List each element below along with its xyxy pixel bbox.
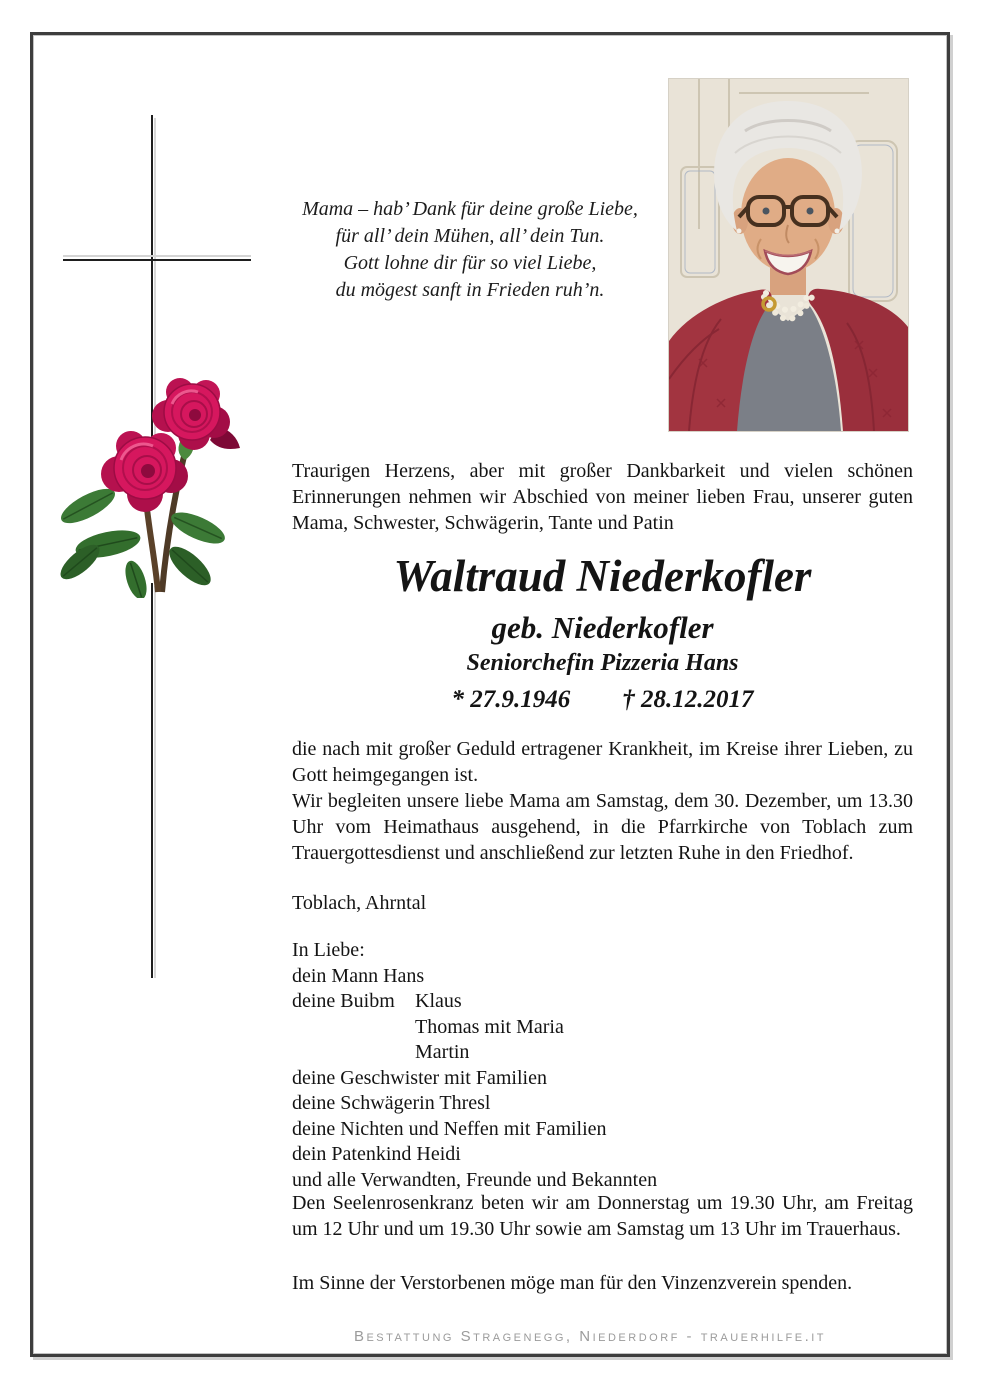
life-dates [292, 684, 913, 716]
roses-icon [50, 348, 240, 598]
funeral-paragraph: Wir begleiten unsere liebe Mama am Samstag, dem 30. Dezember, um 13.30 Uhr vom Heimathaus ausgehend, in die Pfarrkirche von Toblach zum Trauergottesdienst und anschließend zur letzten Ruhe in den Friedhof. [292, 790, 913, 864]
poem-line: für all’ dein Mühen, all’ dein Tun. [335, 225, 605, 247]
mourner-line: deine Schwägerin Thresl [292, 1092, 491, 1114]
poem-line: Gott lohne dir für so viel Liebe, [343, 252, 597, 274]
mourners-list [292, 938, 913, 1193]
deceased-role: Seniorchefin Pizzeria Hans [466, 650, 739, 676]
mourners-heading: In Liebe: [292, 939, 365, 961]
mourner-line: dein Patenkind Heidi [292, 1143, 461, 1165]
sons-row [292, 989, 913, 1015]
cross-icon-vertical-lower [151, 583, 153, 978]
poem-line: Mama – hab’ Dank für deine große Liebe, [302, 198, 638, 220]
son-name: Klaus [415, 990, 462, 1012]
mourner-line: und alle Verwandten, Freunde und Bekannten [292, 1168, 658, 1191]
mourner-husband: dein Mann Hans [292, 964, 425, 987]
deceased-name: Waltraud Niederkofler [393, 551, 812, 601]
donation-paragraph: Im Sinne der Verstorbenen möge man für den Vinzenzverein spenden. [292, 1272, 853, 1294]
mourner-line: deine Geschwister mit Familien [292, 1066, 547, 1089]
sons-label: deine Buibm [292, 990, 395, 1012]
birth-date: * 27.9.1946 [451, 686, 571, 713]
death-date: † 28.12.2017 [622, 686, 754, 713]
cross-icon-horizontal-shadow [63, 255, 251, 257]
death-paragraph: die nach mit großer Geduld ertragener Krankheit, im Kreise ihrer Lieben, zu Gott heimgegangen ist. [292, 738, 913, 786]
portrait-photo [668, 78, 909, 432]
mourner-line: deine Nichten und Neffen mit Familien [292, 1117, 607, 1140]
footer-credit: Bestattung Stragenegg, Niederdorf - trauerhilfe.it [353, 1328, 827, 1345]
poem-line: du mögest sanft in Frieden ruh’n. [335, 279, 605, 301]
maiden-name: geb. Niederkofler [491, 610, 714, 645]
son-name: Martin [415, 1041, 470, 1063]
rosary-paragraph: Den Seelenrosenkranz beten wir am Donnerstag um 19.30 Uhr, am Freitag um 12 Uhr und um 19.30 Uhr sowie am Samstag um 13 Uhr im Trauerhaus. [292, 1192, 913, 1240]
cross-icon-horizontal [63, 259, 251, 261]
son-name: Thomas mit Maria [415, 1015, 564, 1038]
intro-paragraph: Traurigen Herzens, aber mit großer Dankbarkeit und vielen schönen Erinnerungen nehmen wir Abschied von meiner lieben Frau, unserer guten Mama, Schwester, Schwägerin, Tante und Patin [292, 460, 913, 534]
condolence-poem [278, 196, 662, 304]
cross-icon-vertical-lower-shadow [154, 586, 156, 978]
places-line: Toblach, Ahrntal [292, 892, 427, 914]
